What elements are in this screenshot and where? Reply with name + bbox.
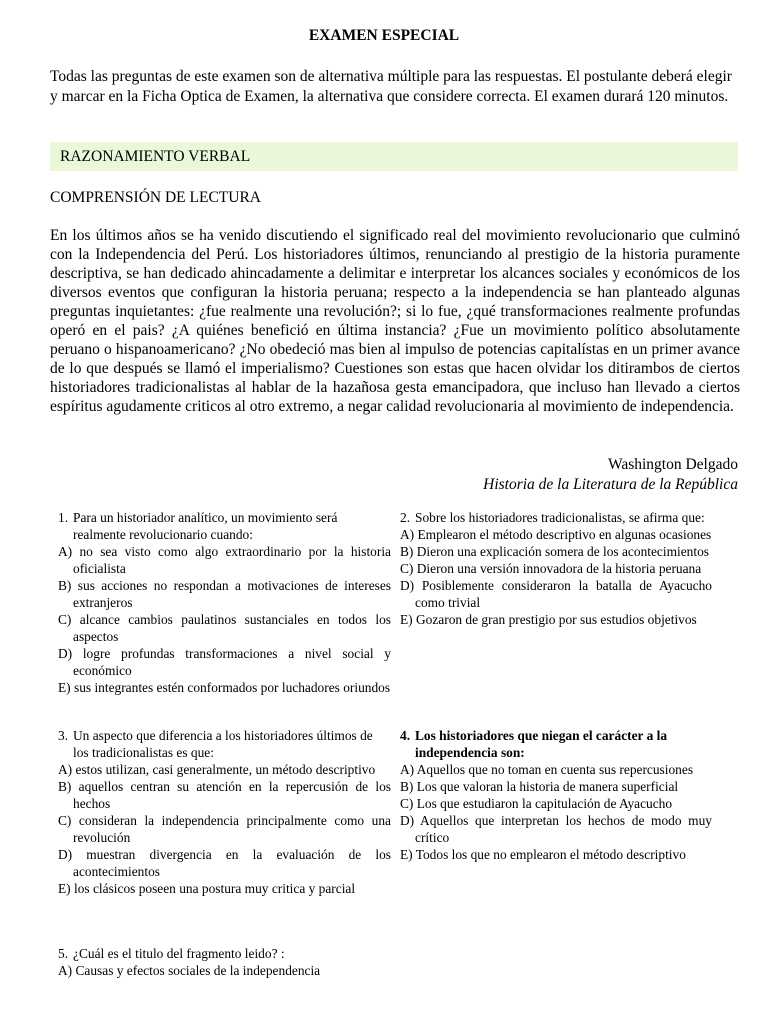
answer-option-e: E) Todos los que no emplearon el método descriptivo [400,847,686,862]
answer-option-b: B) sus acciones no respondan a motivaciones de intereses extranjeros [58,578,391,610]
answer-option-c: C) consideran la independencia principalmente como una revolución [58,813,391,845]
question-stem [58,509,391,543]
reading-passage: En los últimos años se ha venido discutiendo el significado real del movimiento revolucionario que culminó con la Independencia del Perú. Los historiadores últimos, renunciando al prestigio de la historia puramente descriptiva, se han dedicado ahincadamente a delimitar e interpretar los alcances sociales y económicos de los diversos eventos que configuran la historia peruana; respecto a la independencia se han planteado algunas preguntas inquietantes: ¿fue realmente una revolución?; si lo fue, ¿qué transformaciones realmente profundas operó en el pais? ¿A quiénes benefició en última instancia? ¿Fue un movimiento político absolutamente peruano o hispanoamericano? ¿No obedeció mas bien al impulso de potencias capitalístas en un primer avance de lo que después se llamó el imperialismo? Cuestiones son estas que hacen olvidar los ditirambos de ciertos historiadores tradicionalistas al hablar de la hazañosa gesta emancipadora, que incluso han llevado a ciertos espíritus agudamente criticos al otro extremo, a negar calidad revolucionaria al movimiento de independencia. [50,227,740,415]
answer-option-d: D) muestran divergencia en la evaluación de los acontecimientos [58,847,391,879]
answer-option-a: A) estos utilizan, casi generalmente, un método descriptivo [58,762,376,777]
question-stem [400,727,712,761]
answer-option-e: E) sus integrantes estén conformados por luchadores oriundos [58,680,391,695]
question-text: ¿Cuál es el titulo del fragmento leido? : [73,946,285,961]
answer-option-c: C) Los que estudiaron la capitulación de Ayacucho [400,796,673,811]
question-text: Un aspecto que diferencia a los historiadores últimos de los tradicionalistas es que: [73,728,373,760]
question-stem [400,509,712,526]
answer-option-c: C) Dieron una versión innovadora de la historia peruana [400,561,702,576]
question-number: 4. [400,728,411,743]
question-5 [58,945,391,979]
question-1 [58,509,391,696]
citation-source: Historia de la Literatura de la República [483,475,738,493]
answer-option-e: E) los clásicos poseen una postura muy critica y parcial [58,881,356,896]
question-number: 3. [58,728,69,743]
answer-option-b: B) Los que valoran la historia de manera superficial [400,779,679,794]
question-number: 2. [400,510,411,525]
answer-option-d: D) logre profundas transformaciones a nivel social y económico [58,646,391,678]
answer-option-d: D) Aquellos que interpretan los hechos de modo muy crítico [400,813,712,845]
question-stem [58,727,391,761]
question-number: 5. [58,946,69,961]
answer-option-a: A) Aquellos que no toman en cuenta sus repercusiones [400,762,694,777]
section-header [50,142,738,171]
answer-option-e: E) Gozaron de gran prestigio por sus estudios objetivos [400,612,697,627]
question-stem [58,945,391,962]
answer-option-b: B) aquellos centran su atención en la repercusión de los hechos [58,779,391,811]
question-3 [58,727,391,897]
question-2 [400,509,712,628]
answer-option-a: A) no sea visto como algo extraordinario por la historia oficialista [58,544,391,576]
subsection-title: COMPRENSIÓN DE LECTURA [50,189,261,206]
answer-option-d: D) Posiblemente consideraron la batalla de Ayacucho como trivial [400,578,712,610]
question-4 [400,727,712,863]
question-text: Los historiadores que niegan el carácter a la independencia son: [415,728,668,760]
answer-option-c: C) alcance cambios paulatinos sustanciales en todos los aspectos [58,612,391,644]
section-title: RAZONAMIENTO VERBAL [60,148,251,165]
question-text: Para un historiador analítico, un movimiento será realmente revolucionario cuando: [73,510,338,542]
question-text: Sobre los historiadores tradicionalistas, se afirma que: [415,510,705,525]
exam-instructions: Todas las preguntas de este examen son de alternativa múltiple para las respuestas. El postulante deberá elegir y marcar en la Ficha Optica de Examen, la alternativa que considere correcta. El examen durará 120 minutos. [50,68,732,105]
answer-option-b: B) Dieron una explicación somera de los acontecimientos [400,544,709,559]
answer-option-a: A) Causas y efectos sociales de la independencia [58,963,321,978]
passage-citation [483,455,738,494]
question-number: 1. [58,510,69,525]
answer-option-a: A) Emplearon el método descriptivo en algunas ocasiones [400,527,712,542]
exam-title: EXAMEN ESPECIAL [308,27,460,44]
citation-author: Washington Delgado [607,456,738,473]
